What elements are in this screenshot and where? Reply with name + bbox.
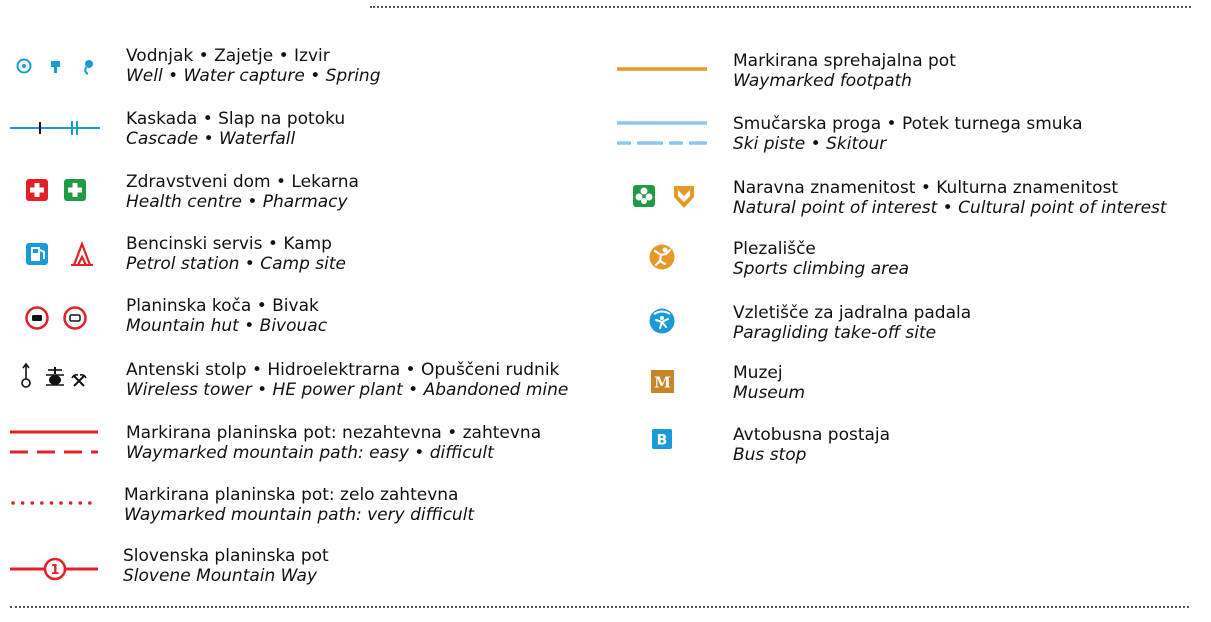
poi-label-en: Natural point of interest • Cultural point of interest — [733, 198, 1167, 218]
footpath-label-en: Waymarked footpath — [733, 71, 912, 91]
cascade-label-en: Cascade • Waterfall — [126, 129, 296, 149]
bus-badge-letter: B — [656, 432, 668, 449]
top-dotted-divider — [370, 6, 1191, 8]
mountain-hut-icon — [27, 308, 48, 329]
petrol-label-sl: Bencinski servis • Kamp — [126, 234, 332, 254]
water-label-sl: Vodnjak • Zajetje • Izvir — [126, 46, 330, 66]
hut-label-sl: Planinska koča • Bivak — [126, 296, 319, 316]
hut-label-en: Mountain hut • Bivouac — [126, 316, 328, 336]
para-label-sl: Vzletišče za jadralna padala — [733, 303, 972, 323]
ski-label-sl: Smučarska proga • Potek turnega smuka — [733, 114, 1083, 134]
bus-label-sl: Avtobusna postaja — [733, 425, 891, 445]
petrol-station-icon — [26, 243, 48, 265]
water-label-en: Well • Water capture • Spring — [126, 66, 381, 86]
health-label-en: Health centre • Pharmacy — [126, 192, 348, 212]
path-easy-label-sl: Markirana planinska pot: nezahtevna • zahtevna — [126, 423, 542, 443]
mountain-path-easy-difficult-line-icon — [10, 424, 102, 458]
petrol-label-en: Petrol station • Camp site — [126, 254, 346, 274]
natural-poi-icon — [633, 185, 655, 207]
ski-piste-line-icon — [617, 115, 711, 151]
water-capture-icon — [51, 61, 60, 73]
tower-label-sl: Antenski stolp • Hidroelektrarna • Opuščeni rudnik — [126, 360, 560, 380]
para-label-en: Paragliding take-off site — [733, 323, 937, 343]
wireless-tower-icon — [22, 364, 30, 387]
climb-label-sl: Plezališče — [733, 239, 816, 259]
bivouac-icon — [65, 308, 86, 329]
health-centre-icon — [26, 179, 48, 201]
water-symbols — [14, 56, 104, 78]
petrol-symbols — [24, 241, 94, 267]
path-very-label-en: Waymarked mountain path: very difficult — [124, 505, 475, 525]
abandoned-mine-icon — [72, 375, 86, 386]
bus-label-en: Bus stop — [733, 445, 807, 465]
paragliding-icon — [648, 306, 678, 336]
path-very-label-sl: Markirana planinska pot: zelo zahtevna — [124, 485, 459, 505]
footpath-label-sl: Markirana sprehajalna pot — [733, 51, 956, 71]
cultural-poi-icon — [674, 186, 694, 208]
slovene-mountain-way-line-icon — [10, 555, 102, 583]
cascade-waterfall-line-icon — [10, 118, 102, 138]
slovene-way-label-sl: Slovenska planinska pot — [123, 546, 329, 566]
bottom-dotted-divider — [10, 606, 1189, 608]
museum-icon — [650, 369, 678, 395]
health-label-sl: Zdravstveni dom • Lekarna — [126, 172, 359, 192]
tower-symbols — [18, 362, 98, 392]
health-symbols — [24, 178, 94, 202]
museum-label-en: Museum — [733, 383, 806, 403]
slovene-way-label-en: Slovene Mountain Way — [123, 566, 318, 586]
camp-site-icon — [71, 244, 93, 265]
museum-label-sl: Muzej — [733, 363, 783, 383]
ski-label-en: Ski piste • Skitour — [733, 134, 887, 154]
tower-label-en: Wireless tower • HE power plant • Abandoned mine — [126, 380, 569, 400]
spring-icon — [85, 60, 93, 74]
pharmacy-icon — [64, 179, 86, 201]
power-plant-icon — [46, 367, 64, 385]
climbing-icon — [648, 242, 678, 272]
bus-stop-icon — [651, 428, 675, 452]
slovene-way-number: 1 — [50, 563, 60, 578]
cascade-label-sl: Kaskada • Slap na potoku — [126, 109, 346, 129]
hut-symbols — [24, 305, 94, 331]
mountain-path-very-difficult-line-icon — [10, 496, 102, 510]
poi-symbols — [632, 183, 702, 211]
footpath-line-icon — [617, 63, 711, 75]
poi-label-sl: Naravna znamenitost • Kulturna znamenitost — [733, 178, 1118, 198]
well-icon — [18, 60, 31, 73]
climb-label-en: Sports climbing area — [733, 259, 910, 279]
museum-badge-letter: M — [654, 373, 671, 392]
path-easy-label-en: Waymarked mountain path: easy • difficult — [126, 443, 494, 463]
